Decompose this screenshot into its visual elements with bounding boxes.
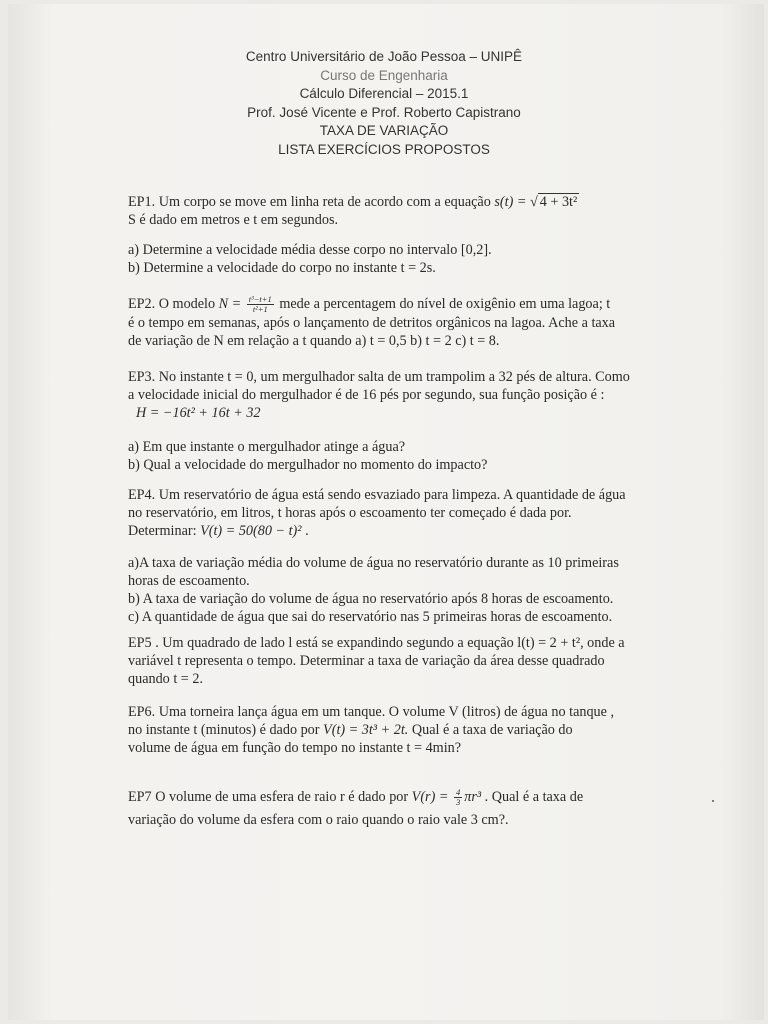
ep4-line1: EP4. Um reservatório de água está sendo esvaziado para limpeza. A quantidade de água — [128, 487, 626, 503]
exercise-ep3 — [128, 368, 648, 474]
ep6-equation: V(t) = 3t³ + 2t. — [323, 722, 409, 738]
ep7-equation-lhs: V(r) = — [411, 789, 449, 805]
subject-name: Cálculo Diferencial – 2015.1 — [299, 86, 469, 101]
ep4-equation-suffix: . — [301, 523, 309, 539]
ep5-line2: variável t representa o tempo. Determinar a taxa de variação da área desse quadrado — [128, 653, 605, 669]
ep5-line3: quando t = 2. — [128, 671, 203, 687]
ep1-item-b: b) Determine a velocidade do corpo no instante t = 2s. — [128, 260, 436, 276]
ep2-fraction-numerator: t³−t+1 — [248, 294, 272, 305]
ep7-line2: variação do volume da esfera com o raio quando o raio vale 3 cm?. — [128, 812, 509, 829]
ep2-line2: é o tempo em semanas, após o lançamento de detritos orgânicos na lagoa. Ache a taxa — [128, 315, 616, 332]
ep5-line1: EP5 . Um quadrado de lado l está se expandindo segundo a equação l(t) = 2 + t², onde a — [128, 635, 625, 651]
ep7-fraction-numerator: 4 — [455, 787, 461, 798]
ep1-sqrt-icon: √ 4 + 3t² — [529, 194, 578, 210]
exercise-ep6 — [128, 703, 648, 757]
course-name: Curso de Engenharia — [320, 67, 448, 83]
ep6-line2-start: no instante t (minutos) é dado por — [128, 722, 320, 738]
ep2-statement: mede a percentagem do nível de oxigênio em uma lagoa; t — [279, 296, 611, 312]
ep3-item-b: b) Qual a velocidade do mergulhador no momento do impacto? — [128, 457, 488, 473]
ep1-radicand: 4 + 3t² — [539, 194, 578, 210]
ep7-equation-rhs: πr³ — [464, 789, 482, 805]
ep4-equation: V(t) = 50(80 − t)² — [200, 523, 302, 539]
ep2-fraction-denominator: t²+1 — [252, 304, 268, 315]
topic-title: TAXA DE VARIAÇÃO — [319, 123, 449, 138]
ep1-equation-lhs: s(t) = — [494, 194, 530, 210]
exercise-ep4 — [128, 486, 648, 626]
ep7-line1-end: . Qual é a taxa de — [481, 789, 584, 805]
ep3-item-a: a) Em que instante o mergulhador atinge a água? — [128, 439, 406, 455]
ep1-units: S é dado em metros e t em segundos. — [128, 212, 339, 228]
institution-name: Centro Universitário de João Pessoa – UNIPÊ — [245, 49, 523, 64]
ep7-fraction-denominator: 3 — [455, 797, 461, 808]
ep4-item-c: c) A quantidade de água que sai do reservatório nas 5 primeiras horas de escoamento. — [128, 609, 613, 625]
ep7-line1-start: EP7 O volume de uma esfera de raio r é dado por — [128, 789, 409, 805]
ep2-line3: de variação de N em relação a t quando a) t = 0,5 b) t = 2 c) t = 8. — [128, 333, 500, 350]
exercise-ep2 — [128, 295, 648, 350]
ep4-item-a-line1: a)A taxa de variação média do volume de água no reservatório durante as 10 primeiras — [128, 555, 619, 571]
list-title: LISTA EXERCÍCIOS PROPOSTOS — [278, 141, 490, 157]
ep2-fraction — [247, 295, 274, 314]
ep4-line2: no reservatório, em litros, t horas após o escoamento ter começado é dada por. — [128, 505, 572, 521]
exercise-ep5 — [128, 634, 648, 688]
document-header — [0, 48, 768, 159]
ep4-item-a-line2: horas de escoamento. — [128, 573, 250, 589]
paper-speck — [712, 800, 714, 802]
ep3-line1: EP3. No instante t = 0, um mergulhador salta de um trampolim a 32 pés de altura. Como — [128, 369, 630, 385]
professors: Prof. José Vicente e Prof. Roberto Capistrano — [247, 104, 521, 120]
ep6-line2-end: Qual é a taxa de variação do — [408, 722, 573, 738]
ep6-line3: volume de água em função do tempo no instante t = 4min? — [128, 740, 462, 756]
ep2-prefix: EP2. O modelo — [128, 296, 216, 312]
ep1-item-a: a) Determine a velocidade média desse corpo no intervalo [0,2]. — [128, 242, 492, 258]
ep4-determine-label: Determinar: — [128, 523, 197, 539]
exercise-ep7 — [128, 788, 668, 829]
ep6-line1: EP6. Uma torneira lança água em um tanque. O volume V (litros) de água no tanque , — [128, 704, 615, 720]
exercise-ep1 — [128, 193, 648, 277]
ep4-item-b: b) A taxa de variação do volume de água no reservatório após 8 horas de escoamento. — [128, 591, 614, 607]
ep2-n-equals: N = — [218, 296, 242, 312]
ep7-fraction — [454, 788, 462, 807]
ep3-line2: a velocidade inicial do mergulhador é de 16 pés por segundo, sua função posição é : — [128, 387, 605, 403]
ep1-statement: EP1. Um corpo se move em linha reta de acordo com a equação — [128, 194, 491, 210]
ep3-equation: H = −16t² + 16t + 32 — [136, 405, 261, 421]
